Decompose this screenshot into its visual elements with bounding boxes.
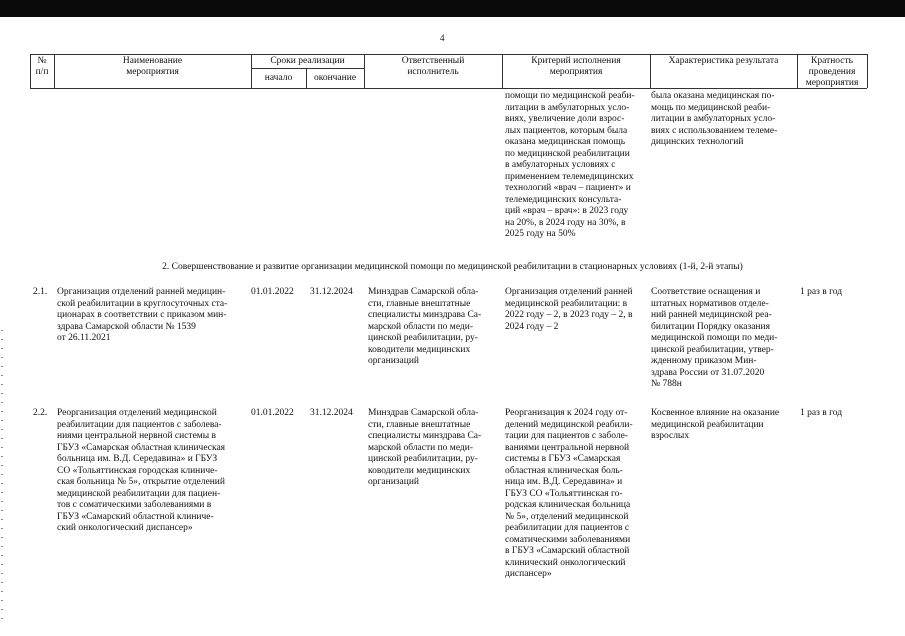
header-end: окончание	[313, 73, 357, 83]
header-result: Характеристика результата	[668, 56, 779, 66]
header-responsible: Ответственный исполнитель	[401, 56, 465, 77]
row-start-date: 01.01.2022	[251, 408, 294, 418]
header-border	[867, 54, 868, 88]
header-criterion: Критерий исполнения мероприятия	[531, 56, 621, 77]
row-start-date: 01.01.2022	[251, 287, 294, 297]
row-name: Реорганизация отделений медицинской реабилитации для пациентов с заболева- ниями центральной нервной системы в ГБУЗ «Самарская областная клиническая больница им. В.Д. Середавина» и ГБУЗ СО «Тольяттинская городская клиниче- ская больница № 5», открытие отделений медицинской реабилитации для пациен- тов с соматическими заболеваниями в ГБУЗ «Самарский областной клиниче- ский онкологический диспансер»	[57, 408, 226, 533]
header-frequency: Кратность проведения мероприятия	[805, 56, 859, 88]
carryover-result: была оказана медицинская по- мощь по медицинской реаби- литации в амбулаторных усло- виях с использованием телеме- дицинских технологий	[651, 91, 778, 147]
header-name: Наименование мероприятия	[122, 56, 183, 77]
row-criterion: Организация отделений ранней медицинской реабилитации: в 2022 году – 2, в 2023 году – 2, в 2024 году – 2	[505, 287, 633, 332]
page-number: 4	[440, 33, 445, 43]
row-number: 2.2.	[33, 408, 48, 418]
scan-edge-marks	[1, 330, 3, 620]
row-number: 2.1.	[33, 287, 48, 297]
header-top-rule	[30, 54, 867, 55]
row-end-date: 31.12.2024	[310, 287, 353, 297]
header-start: начало	[264, 73, 293, 83]
row-result: Соответствие оснащения и штатных нормативов отделе- ний ранней медицинской реа- билитации Порядку оказания медицинской помощи по меди- цинской реабилитации, утвер- жденному приказом Мин- здрава России от 31.07.2020 № 788н	[651, 287, 778, 389]
row-responsible: Минздрав Самарской обла- сти, главные внештатные специалисты минздрава Са- марской области по меди- цинской реабилитации, ру- ководители медицинских организаций	[368, 408, 482, 487]
row-criterion: Реорганизация к 2024 году от- делений медицинской реабили- тации для пациентов с заболе- ваниями центральной нервной системы в ГБУЗ «Самарская областная клиническая боль- ница им. В.Д. Середавина» и ГБУЗ СО «Тольяттинская го- родская клиническая больница № 5», отделений медицинской реабилитации для пациентов с соматическими заболеваниями в ГБУЗ «Самарский областной клинический онкологический диспансер»	[505, 408, 633, 579]
row-responsible: Минздрав Самарской обла- сти, главные внештатные специалисты минздрава Са- марской области по меди- цинской реабилитации, ру- ководители медицинских организаций	[368, 287, 482, 366]
header-num: № п/п	[35, 56, 49, 77]
header-terms: Сроки реализации	[270, 56, 345, 66]
scan-top-border	[0, 0, 905, 17]
carryover-criterion: помощи по медицинской реаби- литации в амбулаторных усло- виях, увеличение доли взрос- лых пациентов, которым была оказана медицинская помощь по медицинской реабилитации в амбулаторных условиях с применением телемедицинских технологий «врач – пациент» и телемедицинских консульта- ций «врач – врач»: в 2023 году на 20%, в 2024 году на 30%, в 2025 году на 50%	[505, 91, 635, 239]
row-frequency: 1 раз в год	[800, 287, 843, 297]
row-frequency: 1 раз в год	[800, 408, 843, 418]
row-end-date: 31.12.2024	[310, 408, 353, 418]
terms-split-rule	[251, 68, 364, 69]
row-name: Организация отделений ранней медицин- ской реабилитации в круглосуточных ста- ционарах в соответствии с приказом мин- здрава Самарской области № 1539 от 26.11.2021	[57, 287, 228, 343]
header-bottom-rule	[30, 88, 867, 89]
section-title: 2. Совершенствование и развитие организации медицинской помощи по медицинской реабилитации в стационарных условиях (1-й, 2-й этапы)	[162, 262, 743, 272]
row-result: Косвенное влияние на оказание медицинской реабилитации взрослых	[651, 408, 780, 441]
